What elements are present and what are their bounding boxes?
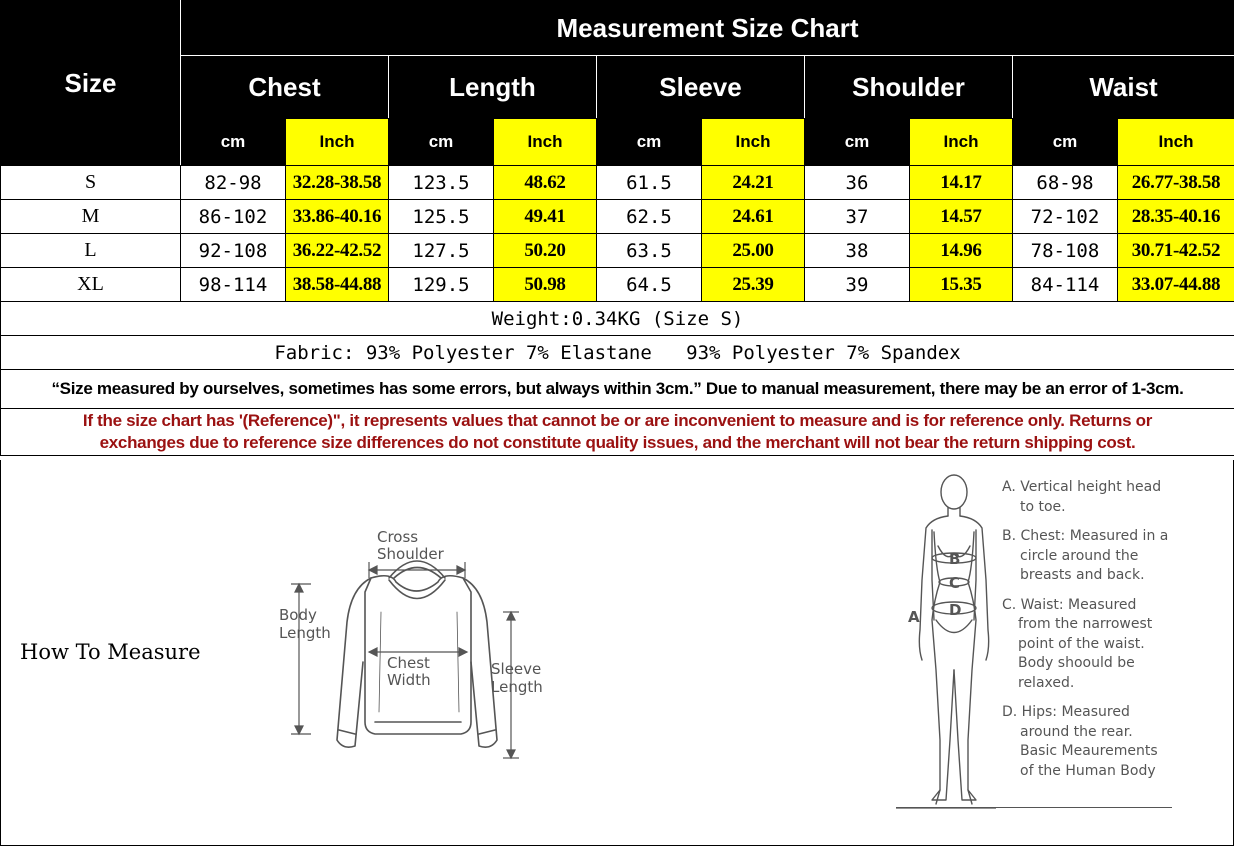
legend-line: from the narrowest <box>1018 616 1153 632</box>
group-sleeve: Sleeve <box>597 56 805 119</box>
unit-inch: Inch <box>286 119 389 166</box>
waist-inch-cell: 26.77-38.58 <box>1118 166 1234 200</box>
body-length-label: Body <box>279 606 317 624</box>
legend-a <box>1002 478 1227 517</box>
group-shoulder: Shoulder <box>805 56 1013 119</box>
reference-note-line-2: exchanges due to reference size differences do not constitute quality issues, and the merchant will not bear the return shipping cost. <box>99 433 1136 452</box>
shoulder-cm-cell: 39 <box>805 268 910 302</box>
marker-d: D <box>949 601 962 619</box>
waist-cm-cell: 68-98 <box>1013 166 1118 200</box>
chest-width-label: Width <box>387 671 431 689</box>
sleeve-cm-cell: 62.5 <box>597 200 702 234</box>
chest-inch-cell: 32.28-38.58 <box>286 166 389 200</box>
sleeve-inch-cell: 25.39 <box>702 268 805 302</box>
reference-note-line-1: If the size chart has '(Reference)", it represents values that cannot be or are inconvenient to measure and is for reference only. Returns or <box>82 411 1153 430</box>
reference-note <box>1 409 1234 456</box>
body-measure-legend <box>1002 478 1227 791</box>
length-inch-cell: 50.20 <box>494 234 597 268</box>
shoulder-inch-cell: 14.57 <box>910 200 1013 234</box>
sleeve-cm-cell: 64.5 <box>597 268 702 302</box>
length-inch-cell: 50.98 <box>494 268 597 302</box>
unit-cm: cm <box>805 119 910 166</box>
garment-measure-diagram <box>271 522 561 767</box>
waist-cm-cell: 78-108 <box>1013 234 1118 268</box>
length-inch-cell: 48.62 <box>494 166 597 200</box>
sleeve-cm-cell: 61.5 <box>597 166 702 200</box>
chest-cm-cell: 92-108 <box>181 234 286 268</box>
table-row <box>1 200 1234 234</box>
unit-inch: Inch <box>702 119 805 166</box>
marker-b: B <box>949 550 961 568</box>
shoulder-cm-cell: 36 <box>805 166 910 200</box>
sleeve-length-label: Length <box>491 678 543 696</box>
chest-width-label: Chest <box>387 654 430 672</box>
legend-line: point of the waist. <box>1018 635 1145 652</box>
table-row <box>1 234 1234 268</box>
waist-inch-cell: 28.35-40.16 <box>1118 200 1234 234</box>
chest-inch-cell: 38.58-44.88 <box>286 268 389 302</box>
cross-shoulder-label: Shoulder <box>377 545 444 563</box>
chest-cm-cell: 98-114 <box>181 268 286 302</box>
length-cm-cell: 129.5 <box>389 268 494 302</box>
waist-inch-cell: 33.07-44.88 <box>1118 268 1234 302</box>
body-length-label: Length <box>279 624 331 642</box>
size-cell: L <box>1 234 181 268</box>
waist-cm-cell: 84-114 <box>1013 268 1118 302</box>
legend-line: breasts and back. <box>1020 567 1145 583</box>
size-header: Size <box>1 1 181 166</box>
legend-line: A. Vertical height head <box>1002 479 1162 495</box>
unit-cm: cm <box>597 119 702 166</box>
shoulder-cm-cell: 37 <box>805 200 910 234</box>
legend-b <box>1002 527 1227 586</box>
chart-title: Measurement Size Chart <box>181 1 1234 56</box>
legend-line: circle around the <box>1020 547 1139 564</box>
sleeve-inch-cell: 24.21 <box>702 166 805 200</box>
marker-a: A <box>908 608 920 626</box>
chest-cm-cell: 86-102 <box>181 200 286 234</box>
legend-line: to toe. <box>1020 498 1066 515</box>
legend-line: relaxed. <box>1018 674 1075 691</box>
sleeve-inch-cell: 25.00 <box>702 234 805 268</box>
unit-cm: cm <box>1013 119 1118 166</box>
group-chest: Chest <box>181 56 389 119</box>
fabric-note: Fabric: 93% Polyester 7% Elastane 93% Polyester 7% Spandex <box>1 336 1234 370</box>
legend-line: B. Chest: Measured in a <box>1002 528 1169 544</box>
weight-note: Weight:0.34KG (Size S) <box>1 302 1234 336</box>
size-cell: XL <box>1 268 181 302</box>
legend-line: Body shoould be <box>1018 655 1135 671</box>
how-to-measure-panel <box>0 460 1234 846</box>
sleeve-inch-cell: 24.61 <box>702 200 805 234</box>
marker-c: C <box>949 574 961 592</box>
size-cell: S <box>1 166 181 200</box>
shoulder-cm-cell: 38 <box>805 234 910 268</box>
shoulder-inch-cell: 14.17 <box>910 166 1013 200</box>
length-inch-cell: 49.41 <box>494 200 597 234</box>
shoulder-inch-cell: 15.35 <box>910 268 1013 302</box>
sleeve-length-label: Sleeve <box>491 660 542 678</box>
table-row <box>1 268 1234 302</box>
length-cm-cell: 123.5 <box>389 166 494 200</box>
how-to-measure-label: How To Measure <box>20 640 201 664</box>
unit-inch: Inch <box>1118 119 1234 166</box>
unit-inch: Inch <box>910 119 1013 166</box>
table-row <box>1 166 1234 200</box>
cross-shoulder-label: Cross <box>377 528 419 546</box>
waist-cm-cell: 72-102 <box>1013 200 1118 234</box>
chest-inch-cell: 36.22-42.52 <box>286 234 389 268</box>
size-cell: M <box>1 200 181 234</box>
legend-d <box>1002 703 1227 781</box>
shoulder-inch-cell: 14.96 <box>910 234 1013 268</box>
legend-c <box>1002 596 1227 694</box>
measurement-disclaimer: “Size measured by ourselves, sometimes has some errors, but always within 3cm.” Due to manual measurement, there may be an error of 1-3cm. <box>1 370 1234 409</box>
group-waist: Waist <box>1013 56 1234 119</box>
group-length: Length <box>389 56 597 119</box>
sleeve-cm-cell: 63.5 <box>597 234 702 268</box>
chest-cm-cell: 82-98 <box>181 166 286 200</box>
waist-inch-cell: 30.71-42.52 <box>1118 234 1234 268</box>
body-measure-figure <box>896 470 996 815</box>
legend-line: C. Waist: Measured <box>1002 596 1137 613</box>
unit-cm: cm <box>181 119 286 166</box>
human-figure-icon <box>919 475 988 810</box>
unit-cm: cm <box>389 119 494 166</box>
chest-inch-cell: 33.86-40.16 <box>286 200 389 234</box>
legend-line: Basic Meaurements <box>1020 743 1158 759</box>
length-cm-cell: 127.5 <box>389 234 494 268</box>
legend-line: of the Human Body <box>1020 762 1156 779</box>
legend-line: D. Hips: Measured <box>1002 704 1130 720</box>
length-cm-cell: 125.5 <box>389 200 494 234</box>
legend-line: around the rear. <box>1020 723 1133 740</box>
unit-inch: Inch <box>494 119 597 166</box>
figure-baseline <box>896 807 1172 808</box>
